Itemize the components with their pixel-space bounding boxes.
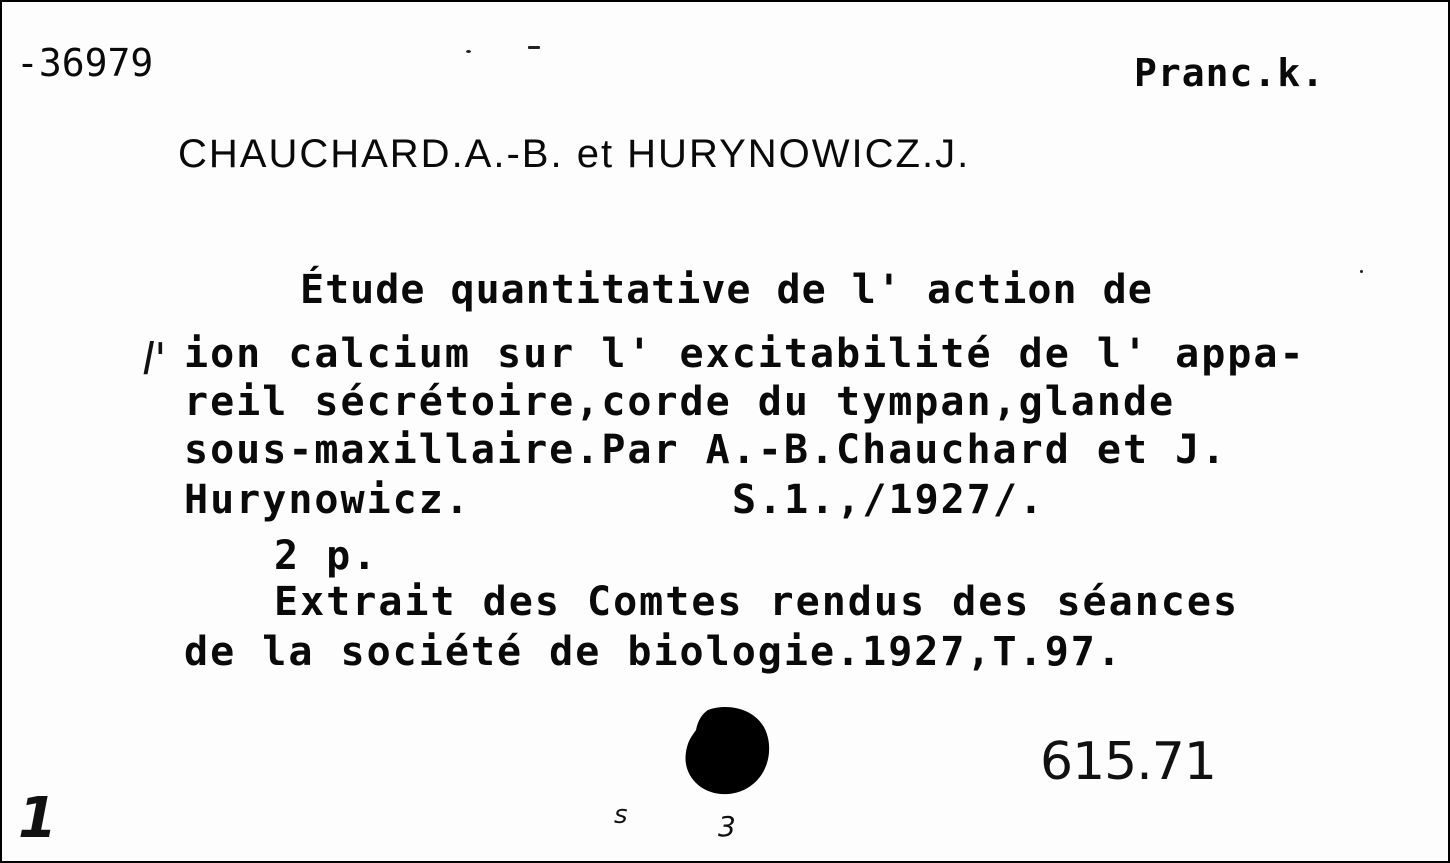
small-mark-s: s [614, 800, 628, 830]
classification-mark: Pranc.k. [1134, 51, 1326, 95]
ink-speck [1360, 270, 1363, 273]
accession-number: -36979 [16, 41, 154, 85]
corner-number: 1 [18, 786, 57, 851]
udc-number: 615.71 [1040, 732, 1216, 792]
title-line-3: reil sécrétoire,corde du tympan,glande [184, 379, 1176, 425]
source-line-2: de la société de biologie.1927,T.97. [184, 629, 1123, 675]
ink-speck [466, 50, 471, 53]
title-line-2: ion calcium sur l' excitabilité de l' appa- [184, 331, 1306, 377]
title-line-5: Hurynowicz. [184, 477, 471, 523]
handwritten-article-prefix: l' [142, 334, 167, 385]
title-line-1: Étude quantitative de l' action de [300, 267, 1153, 313]
small-mark-3: 3 [718, 810, 736, 843]
title-line-4: sous-maxillaire.Par A.-B.Chauchard et J. [184, 427, 1228, 473]
pagination: 2 p. [274, 533, 379, 579]
source-line-1: Extrait des Comtes rendus des séances [274, 579, 1240, 625]
ink-speck [528, 46, 540, 49]
punch-hole-icon [678, 704, 772, 796]
imprint: S.1.,/1927/. [732, 477, 1045, 523]
author-heading: CHAUCHARD.A.-B. et HURYNOWICZ.J. [178, 132, 971, 176]
